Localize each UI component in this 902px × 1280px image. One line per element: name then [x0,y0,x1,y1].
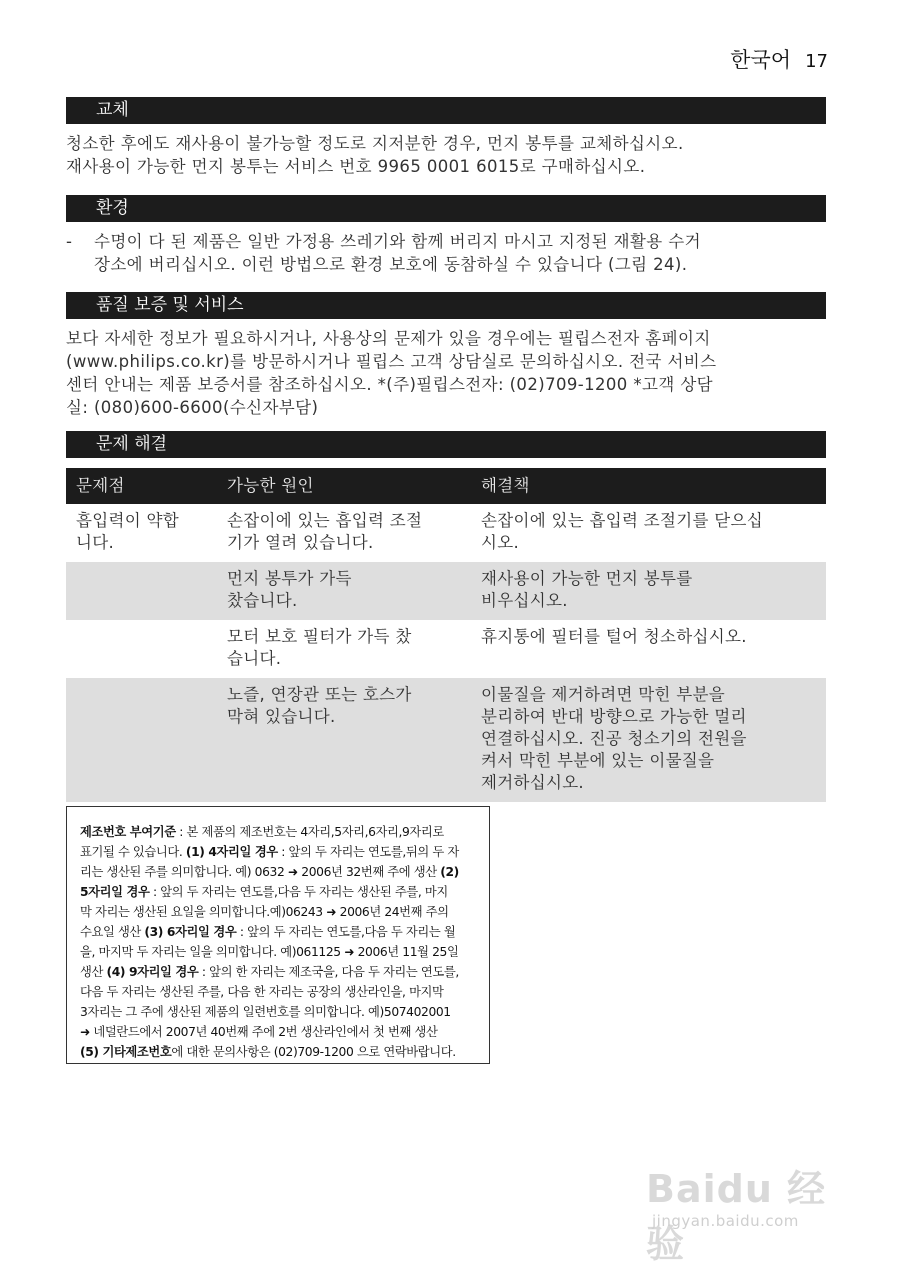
cell-line: 이물질을 제거하려면 막힌 부분을 [481,685,725,704]
language-label: 한국어 [730,48,792,72]
notice-run: 네덜란드에서 2007년 40번째 주에 2번 생산라인에서 첫 번째 생산 [89,1025,438,1039]
cell-line: 휴지통에 필터를 털어 청소하십시오. [481,627,747,646]
watermark-logo: Baidu 经验 [646,1167,827,1266]
notice-run: : 앞의 한 자리는 제조국을, 다음 두 자리는 연도를, [198,965,459,979]
notice-line [80,822,476,842]
notice-run: 막 자리는 생산된 요일을 의미합니다.예)06243 [80,905,327,919]
cell-line: 분리하여 반대 방향으로 가능한 멀리 [481,707,747,726]
cell-line: 흡입력이 약합 [76,511,179,530]
cell-line: 기가 열려 있습니다. [227,533,374,552]
notice-run: 3자리는 그 주에 생산된 제품의 일련번호를 의미합니다. 예)507402001 [80,1005,451,1019]
cell-line: 재사용이 가능한 먼지 봉투를 [481,569,693,588]
replace-paragraph [66,132,826,178]
notice-bold-run: ➜ [287,865,298,879]
notice-run: : 앞의 두 자리는 연도를,다음 두 자리는 월 [236,925,456,939]
cell-line: 손잡이에 있는 흡입력 조절 [227,511,423,530]
cell-line: 제거하십시오. [481,773,584,792]
cell-line: 비우십시오. [481,591,568,610]
section-title-environment: 환경 [66,195,826,222]
environment-bullet [66,230,826,276]
replace-line: 재사용이 가능한 먼지 봉투는 서비스 번호 9965 0001 6015로 구매하십시오. [66,157,646,176]
table-row [66,620,826,678]
solution-cell [471,562,826,620]
solution-cell [471,504,826,562]
notice-run: 리는 생산된 주를 의미합니다. 예) 0632 [80,865,288,879]
bullet-dash: - [66,232,73,251]
problem-cell [66,678,217,802]
notice-bold-run: (2) [440,865,459,879]
replace-line: 청소한 후에도 재사용이 불가능할 정도로 지저분한 경우, 먼지 봉투를 교체하십시오. [66,134,684,153]
notice-bold-run: (1) 4자리일 경우 [185,845,278,859]
section-title-warranty: 품질 보증 및 서비스 [66,292,826,319]
problem-cell [66,620,217,678]
cause-cell [217,562,471,620]
notice-run: : 앞의 두 자리는 연도를,다음 두 자리는 생산된 주를, 마지 [149,885,448,899]
notice-run: 2006년 24번째 주의 [336,905,449,919]
cell-line: 켜서 막힌 부분에 있는 이물질을 [481,751,715,770]
baidu-watermark [646,1158,846,1266]
notice-bold-run: 제조번호 부여기준 [80,825,176,839]
notice-line [80,1022,476,1042]
notice-run: 2006년 11월 25일 [354,945,459,959]
notice-bold-run: ➜ [326,905,337,919]
environment-line: 장소에 버리십시오. 이런 방법으로 환경 보호에 동참하실 수 있습니다 (그림 24). [94,255,688,274]
page-number: 17 [805,51,828,72]
cell-line: 연결하십시오. 진공 청소기의 전원을 [481,729,747,748]
notice-bold-run: ➜ [80,1025,90,1039]
notice-line [80,942,476,962]
cell-line: 습니다. [227,649,282,668]
solution-cell [471,620,826,678]
notice-run: 2006년 32번째 주에 생산 [297,865,441,879]
watermark-url: jingyan.baidu.com [652,1212,799,1230]
cell-line: 노즐, 연장관 또는 호스가 [227,685,412,704]
notice-bold-run: (5) 기타제조번호 [80,1045,172,1059]
notice-run: 을, 마지막 두 자리는 일을 의미합니다. 예)061125 [80,945,345,959]
header-cause: 가능한 원인 [217,468,471,504]
problem-cell [66,562,217,620]
notice-run: : 본 제품의 제조번호는 4자리,5자리,6자리,9자리로 [175,825,444,839]
notice-bold-run: 5자리일 경우 [80,885,150,899]
notice-line [80,842,476,862]
cause-cell [217,620,471,678]
header-solution: 해결책 [471,468,826,504]
environment-line: 수명이 다 된 제품은 일반 가정용 쓰레기와 함께 버리지 마시고 지정된 재활용 수거 [94,232,701,251]
warranty-paragraph [66,327,826,419]
notice-run: 에 대한 문의사항은 (02)709-1200 으로 연락바랍니다. [171,1045,456,1059]
notice-line [80,902,476,922]
troubleshooting-table [66,468,826,802]
page-header [730,44,828,74]
notice-run: : 앞의 두 자리는 연도를,뒤의 두 자 [277,845,459,859]
notice-bold-run: (4) 9자리일 경우 [106,965,199,979]
cell-line: 손잡이에 있는 흡입력 조절기를 닫으십 [481,511,764,530]
cell-line: 니다. [76,533,115,552]
cell-line: 시오. [481,533,520,552]
section-title-troubleshooting: 문제 해결 [66,431,826,458]
warranty-line: 실: (080)600-6600(수신자부담) [66,398,319,417]
notice-run: 생산 [80,965,107,979]
problem-cell [66,504,217,562]
warranty-line: 센터 안내는 제품 보증서를 참조하십시오. *(주)필립스전자: (02)709-1200 *고객 상담 [66,375,713,394]
table-row [66,678,826,802]
notice-text [80,822,476,1062]
notice-line [80,922,476,942]
section-title-replace: 교체 [66,97,826,124]
notice-line [80,882,476,902]
cell-line: 막혀 있습니다. [227,707,336,726]
notice-line [80,1042,476,1062]
notice-run: 다음 두 자리는 생산된 주를, 다음 한 자리는 공장의 생산라인을, 마지막 [80,985,444,999]
warranty-line: 보다 자세한 정보가 필요하시거나, 사용상의 문제가 있을 경우에는 필립스전자 홈페이지 [66,329,711,348]
cell-line: 찼습니다. [227,591,298,610]
cause-cell [217,678,471,802]
warranty-line: (www.philips.co.kr)를 방문하시거나 필립스 고객 상담실로 문의하십시오. 전국 서비스 [66,352,717,371]
notice-bold-run: ➜ [344,945,355,959]
notice-run: 수요일 생산 [80,925,145,939]
notice-bold-run: (3) 6자리일 경우 [144,925,237,939]
cell-line: 먼지 봉투가 가득 [227,569,352,588]
cell-line: 모터 보호 필터가 가득 찼 [227,627,412,646]
notice-line [80,982,476,1002]
notice-line [80,862,476,882]
notice-line [80,962,476,982]
table-row [66,504,826,562]
notice-run: 표기될 수 있습니다. [80,845,186,859]
cause-cell [217,504,471,562]
notice-line [80,1002,476,1022]
serial-number-notice [66,806,490,1064]
table-header-row [66,468,826,504]
header-problem: 문제점 [66,468,217,504]
solution-cell [471,678,826,802]
table-row [66,562,826,620]
